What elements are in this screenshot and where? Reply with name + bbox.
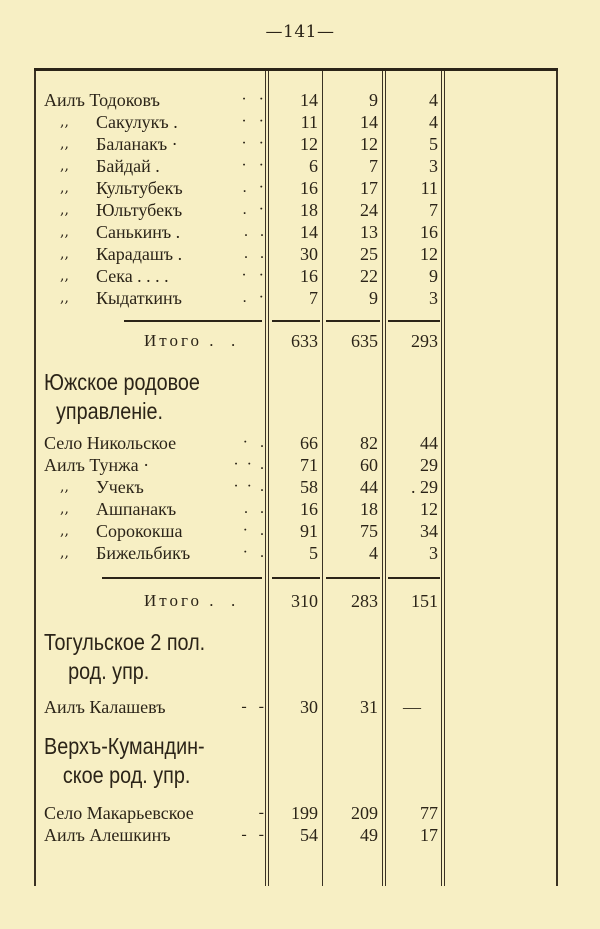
value-col-3: 16 bbox=[420, 222, 438, 242]
value-col-1: 18 bbox=[300, 200, 318, 220]
total-col-2: 283 bbox=[351, 591, 378, 611]
table-row bbox=[34, 802, 444, 824]
ditto-mark: ,, bbox=[60, 479, 69, 495]
leader-dots: · . bbox=[242, 434, 264, 451]
settlement-name: Сакулукъ . bbox=[96, 112, 178, 132]
ditto-mark: ,, bbox=[60, 246, 69, 262]
settlement-name: Кыдаткинъ bbox=[96, 288, 182, 308]
leader-dots: · . bbox=[242, 544, 264, 561]
total-rule bbox=[102, 577, 262, 579]
ditto-mark: ,, bbox=[60, 501, 69, 517]
leader-dots: . · bbox=[242, 289, 264, 306]
value-col-1: 16 bbox=[300, 178, 318, 198]
settlement-name: Аилъ Тодоковъ bbox=[44, 90, 160, 110]
value-col-2: 31 bbox=[360, 697, 378, 717]
total-rule bbox=[272, 577, 320, 579]
table-row bbox=[34, 454, 444, 476]
value-col-1: 14 bbox=[300, 90, 318, 110]
value-col-3: 9 bbox=[429, 266, 438, 286]
value-col-3: 44 bbox=[420, 433, 438, 453]
leader-dots: · · . bbox=[233, 478, 264, 495]
table-right-border bbox=[556, 71, 558, 886]
value-col-3: 5 bbox=[429, 134, 438, 154]
value-col-2: 82 bbox=[360, 433, 378, 453]
table-row bbox=[34, 133, 444, 155]
section-title-line-2: род. упр. bbox=[68, 658, 150, 684]
value-col-2: 22 bbox=[360, 266, 378, 286]
value-col-1: 71 bbox=[300, 455, 318, 475]
value-col-3: 7 bbox=[429, 200, 438, 220]
value-col-2: 13 bbox=[360, 222, 378, 242]
value-col-2: 9 bbox=[369, 288, 378, 308]
leader-dots: - - bbox=[241, 826, 264, 843]
settlement-name: Юльтубекъ bbox=[96, 200, 183, 220]
settlement-name: Сека . . . . bbox=[96, 266, 169, 286]
table-row bbox=[34, 111, 444, 133]
value-col-1: 5 bbox=[309, 543, 318, 563]
section-title-line-2: ское род. упр. bbox=[62, 762, 191, 788]
leader-dots: . . bbox=[244, 223, 264, 240]
table-row bbox=[34, 476, 444, 498]
value-col-1: 66 bbox=[300, 433, 318, 453]
value-col-1: 30 bbox=[300, 244, 318, 264]
total-rule bbox=[272, 320, 320, 322]
value-col-2: 7 bbox=[369, 156, 378, 176]
statistics-table bbox=[34, 68, 558, 886]
total-col-2: 635 bbox=[351, 331, 378, 351]
table-row bbox=[34, 243, 444, 265]
leader-dots: · · . bbox=[233, 456, 264, 473]
value-col-2: 4 bbox=[369, 543, 378, 563]
value-col-1: 30 bbox=[300, 697, 318, 717]
section-title bbox=[44, 368, 238, 426]
value-col-1: 58 bbox=[300, 477, 318, 497]
table-row bbox=[34, 696, 444, 718]
table-row bbox=[34, 520, 444, 542]
settlement-name: Сорококша bbox=[96, 521, 183, 541]
section-title bbox=[44, 628, 238, 686]
value-col-2: 60 bbox=[360, 455, 378, 475]
value-col-2: 25 bbox=[360, 244, 378, 264]
ditto-mark: ,, bbox=[60, 136, 69, 152]
settlement-name: Байдай . bbox=[96, 156, 160, 176]
total-rule bbox=[326, 320, 380, 322]
value-col-1: 16 bbox=[300, 499, 318, 519]
ditto-mark: ,, bbox=[60, 202, 69, 218]
ditto-mark: ,, bbox=[60, 224, 69, 240]
table-row bbox=[34, 221, 444, 243]
value-col-1: 11 bbox=[300, 112, 318, 132]
value-col-1: 6 bbox=[309, 156, 318, 176]
value-col-1: 7 bbox=[309, 288, 318, 308]
value-col-3: 12 bbox=[420, 499, 438, 519]
section-title-line-1: Тогульское 2 пол. bbox=[44, 629, 206, 655]
page-number: —141— bbox=[265, 22, 335, 42]
settlement-name: Ашпанакъ bbox=[96, 499, 177, 519]
table-row bbox=[34, 155, 444, 177]
table-row bbox=[34, 199, 444, 221]
ditto-mark: ,, bbox=[60, 290, 69, 306]
ditto-mark: ,, bbox=[60, 158, 69, 174]
leader-dots: - - bbox=[241, 698, 264, 715]
table-row bbox=[34, 498, 444, 520]
ditto-mark: ,, bbox=[60, 523, 69, 539]
total-col-1: 310 bbox=[291, 591, 318, 611]
value-col-3: 4 bbox=[429, 90, 438, 110]
value-col-3: 4 bbox=[429, 112, 438, 132]
leader-dots: · . bbox=[242, 522, 264, 539]
value-col-2: 14 bbox=[360, 112, 378, 132]
table-top-rule bbox=[34, 68, 558, 71]
leader-dots: · · bbox=[241, 113, 264, 130]
value-col-2: 49 bbox=[360, 825, 378, 845]
settlement-name: Бижельбикъ bbox=[96, 543, 191, 563]
value-col-1: 54 bbox=[300, 825, 318, 845]
table-row bbox=[34, 265, 444, 287]
value-col-3: 3 bbox=[429, 288, 438, 308]
settlement-name: Культубекъ bbox=[96, 178, 183, 198]
ditto-mark: ,, bbox=[60, 114, 69, 130]
table-row bbox=[34, 177, 444, 199]
value-col-3: — bbox=[403, 697, 421, 717]
value-col-3: 3 bbox=[429, 543, 438, 563]
table-row bbox=[34, 824, 444, 846]
value-col-3: 29 bbox=[420, 455, 438, 475]
value-col-3: 77 bbox=[420, 803, 438, 823]
value-col-2: 9 bbox=[369, 90, 378, 110]
value-col-3: 3 bbox=[429, 156, 438, 176]
total-label: Итого . . bbox=[144, 331, 239, 350]
total-rule bbox=[388, 320, 440, 322]
leader-dots: · · bbox=[241, 91, 264, 108]
value-col-3: 11 bbox=[420, 178, 438, 198]
total-row bbox=[34, 590, 444, 612]
value-col-2: 17 bbox=[360, 178, 378, 198]
settlement-name: Карадашъ . bbox=[96, 244, 183, 264]
value-col-2: 75 bbox=[360, 521, 378, 541]
settlement-name: Аилъ Тунжа · bbox=[44, 455, 150, 475]
ditto-mark: ,, bbox=[60, 545, 69, 561]
total-col-1: 633 bbox=[291, 331, 318, 351]
total-col-3: 151 bbox=[411, 591, 438, 611]
value-col-1: 14 bbox=[300, 222, 318, 242]
total-rule bbox=[124, 320, 262, 322]
column-divider bbox=[444, 71, 445, 886]
settlement-name: Баланакъ · bbox=[96, 134, 178, 154]
settlement-name: Учекъ bbox=[96, 477, 144, 497]
section-title-line-1: Верхъ-Кумандин- bbox=[44, 733, 205, 759]
value-col-3: 12 bbox=[420, 244, 438, 264]
value-col-3: 34 bbox=[420, 521, 438, 541]
table-row bbox=[34, 432, 444, 454]
total-label: Итого . . bbox=[144, 591, 239, 610]
leader-dots: . · bbox=[242, 179, 264, 196]
table-row bbox=[34, 89, 444, 111]
settlement-name: Село Никольское bbox=[44, 433, 177, 453]
total-rule bbox=[326, 577, 380, 579]
leader-dots: · · bbox=[241, 157, 264, 174]
total-rule bbox=[388, 577, 440, 579]
value-col-1: 12 bbox=[300, 134, 318, 154]
leader-dots: . . bbox=[244, 500, 264, 517]
section-title bbox=[44, 732, 238, 790]
value-col-2: 24 bbox=[360, 200, 378, 220]
leader-dots: . . bbox=[244, 245, 264, 262]
settlement-name: Аилъ Алешкинъ bbox=[44, 825, 171, 845]
value-col-2: 12 bbox=[360, 134, 378, 154]
table-row bbox=[34, 542, 444, 564]
settlement-name: Село Макарьевское bbox=[44, 803, 194, 823]
ditto-mark: ,, bbox=[60, 268, 69, 284]
ditto-mark: ,, bbox=[60, 180, 69, 196]
value-col-2: 18 bbox=[360, 499, 378, 519]
value-col-1: 91 bbox=[300, 521, 318, 541]
leader-dots: - bbox=[258, 804, 264, 821]
leader-dots: · · bbox=[241, 135, 264, 152]
value-col-1: 199 bbox=[291, 803, 318, 823]
total-row bbox=[34, 330, 444, 352]
value-col-2: 44 bbox=[360, 477, 378, 497]
section-title-line-1: Южское родовое bbox=[44, 369, 200, 395]
settlement-name: Аилъ Калашевъ bbox=[44, 697, 166, 717]
settlement-name: Санькинъ . bbox=[96, 222, 181, 242]
value-col-1: 16 bbox=[300, 266, 318, 286]
value-col-3: . 29 bbox=[411, 477, 438, 497]
table-row bbox=[34, 287, 444, 309]
section-title-line-2: управленіе. bbox=[56, 398, 164, 424]
total-col-3: 293 bbox=[411, 331, 438, 351]
value-col-3: 17 bbox=[420, 825, 438, 845]
leader-dots: · · bbox=[241, 267, 264, 284]
value-col-2: 209 bbox=[351, 803, 378, 823]
leader-dots: . · bbox=[242, 201, 264, 218]
